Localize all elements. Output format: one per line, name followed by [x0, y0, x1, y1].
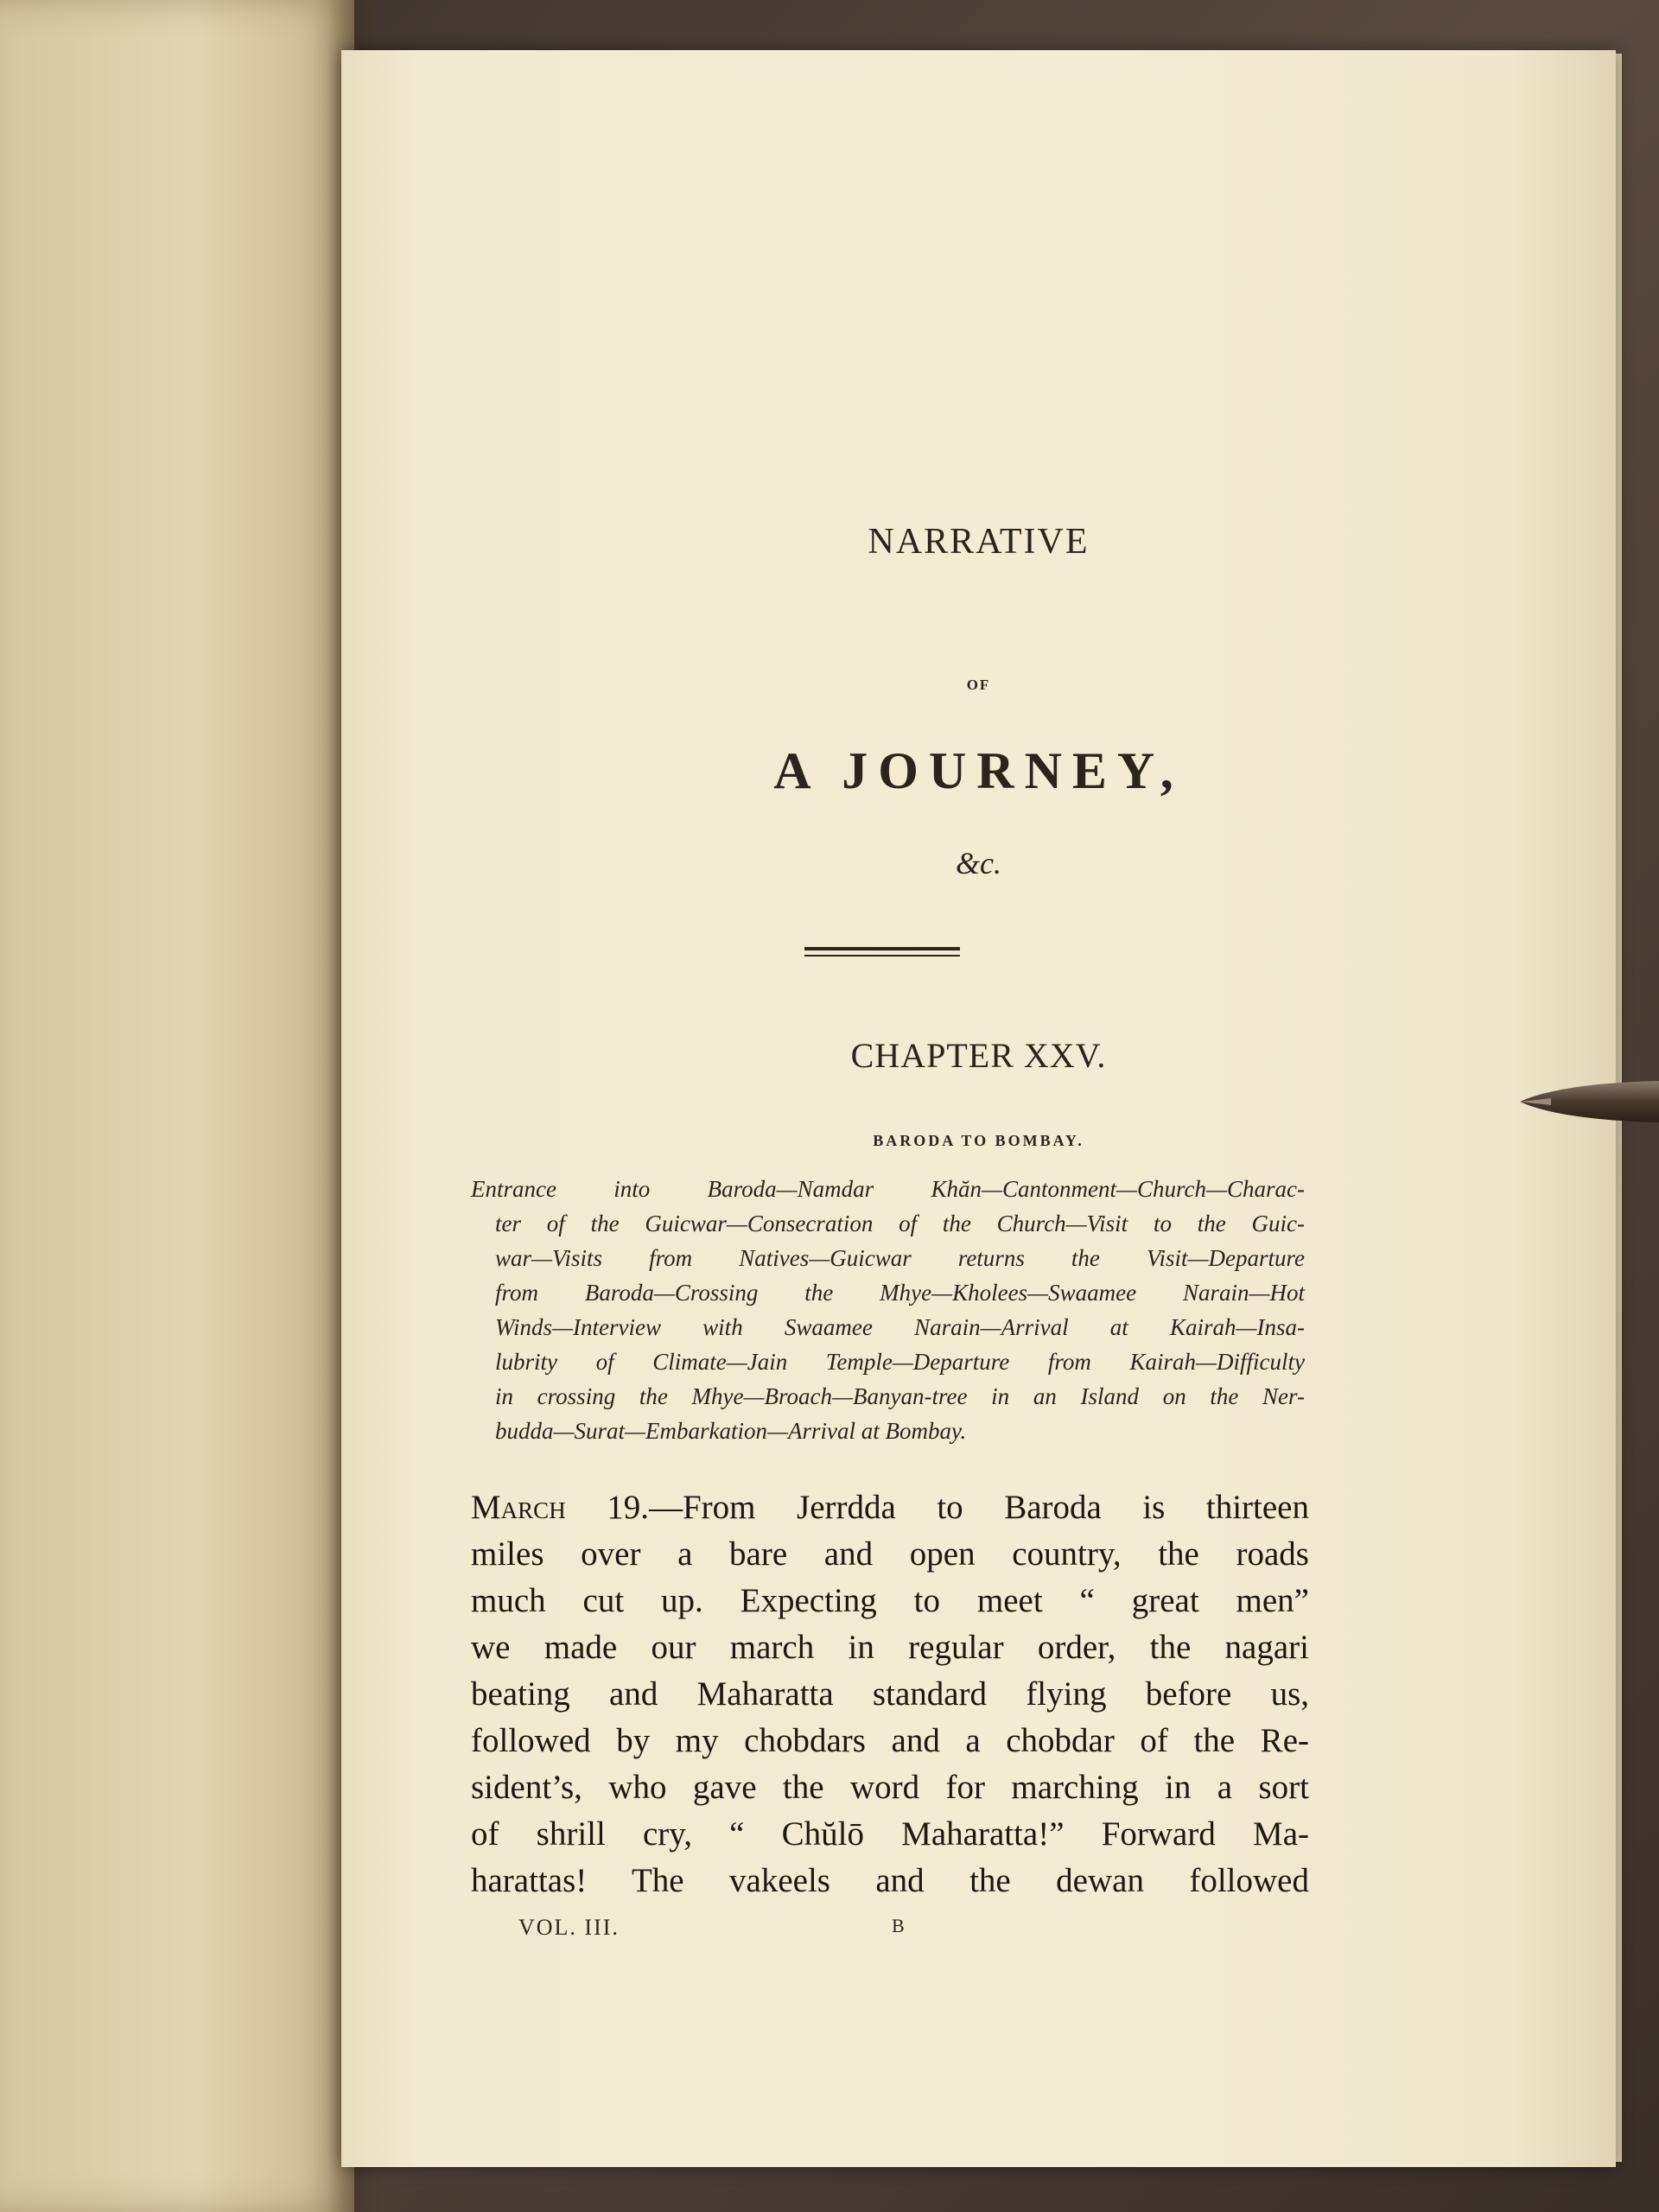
synopsis-line: budda—Surat—Embarkation—Arrival at Bombay. — [495, 1418, 967, 1444]
synopsis-line: Entrance into Baroda—Namdar Khăn—Cantonment—Church—Charac- — [471, 1176, 1305, 1202]
chapter-subtitle: BARODA TO BOMBAY. — [873, 1132, 1084, 1149]
body-line: sident’s, who gave the word for marching in a sort — [471, 1769, 1309, 1806]
title-narrative: NARRATIVE — [868, 522, 1090, 562]
synopsis-line: Winds—Interview with Swaamee Narain—Arrival at Kairah—Insa- — [495, 1314, 1305, 1340]
footer-signature: B — [892, 1915, 905, 1936]
body-line: harattas! The vakeels and the dewan followed — [471, 1862, 1309, 1899]
synopsis-line: in crossing the Mhye—Broach—Banyan-tree in an Island on the Ner- — [495, 1383, 1305, 1409]
synopsis-line: ter of the Guicwar—Consecration of the Church—Visit to the Guic- — [495, 1211, 1305, 1236]
body-paragraph — [471, 1484, 1309, 1904]
body-line: we made our march in regular order, the nagari — [471, 1629, 1309, 1666]
synopsis-line: lubrity of Climate—Jain Temple—Departure from Kairah—Difficulty — [495, 1349, 1305, 1375]
body-line: of shrill cry, “ Chŭlō Maharatta!” Forward Ma- — [471, 1815, 1309, 1853]
body-line: much cut up. Expecting to meet “ great men” — [471, 1582, 1309, 1619]
body-line-text: 19.—From Jerrdda to Baroda is thirteen — [565, 1489, 1309, 1526]
title-etc: &c. — [956, 846, 1001, 880]
pen-tip-icon — [1516, 1076, 1659, 1128]
rule-thin — [804, 955, 960, 957]
title-journey: A JOURNEY, — [773, 742, 1184, 799]
footer-volume: VOL. III. — [518, 1915, 620, 1940]
left-page — [0, 0, 354, 2212]
double-rule — [804, 947, 960, 957]
body-date-word: March — [471, 1489, 566, 1526]
book-page — [341, 50, 1616, 2167]
chapter-heading: CHAPTER XXV. — [850, 1036, 1107, 1075]
chapter-synopsis — [471, 1172, 1305, 1448]
body-line: followed by my chobdars and a chobdar of the Re- — [471, 1722, 1309, 1759]
synopsis-line: war—Visits from Natives—Guicwar returns the Visit—Departure — [495, 1245, 1305, 1271]
body-line: beating and Maharatta standard flying before us, — [471, 1675, 1309, 1713]
body-line: miles over a bare and open country, the roads — [471, 1535, 1309, 1573]
synopsis-line: from Baroda—Crossing the Mhye—Kholees—Swaamee Narain—Hot — [495, 1280, 1305, 1306]
body-line — [471, 1484, 1309, 1531]
rule-thick — [804, 947, 960, 950]
title-of: OF — [966, 677, 991, 693]
